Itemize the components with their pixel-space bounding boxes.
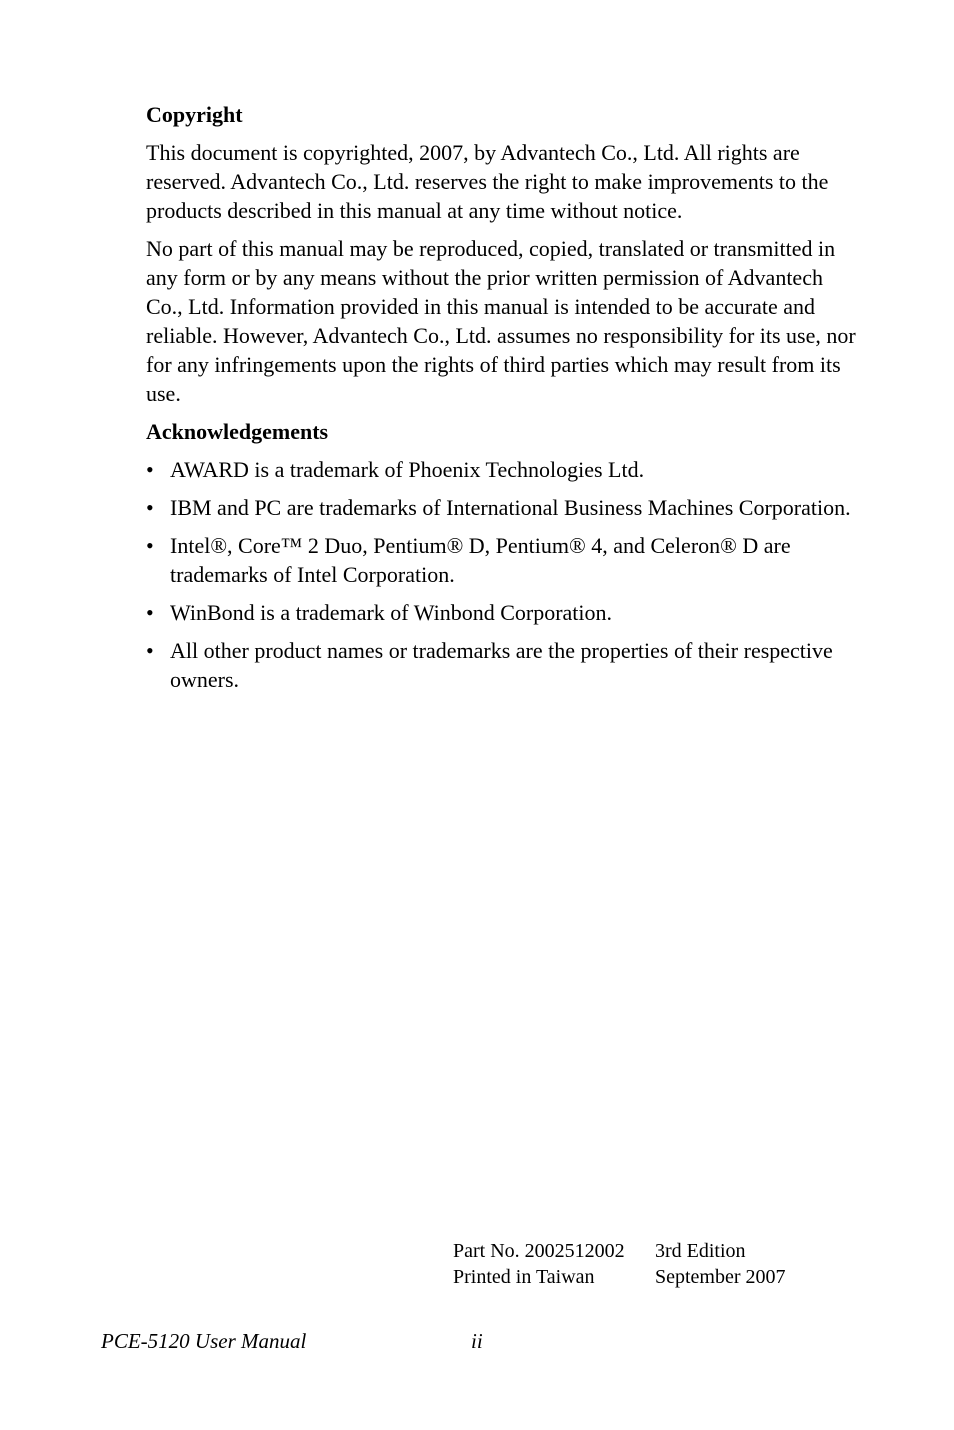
reproduction-paragraph: No part of this manual may be reproduced, copied, translated or transmitted in any form or by any means without the prior written permission of Advantech Co., Ltd. Information provided in this manual is intended to be accurate and reliable. However, Advantech Co., Ltd. assumes no responsibility for its use, nor for any infringements upon the rights of third parties which may result from its use. — [146, 236, 856, 406]
print-info-row — [453, 1264, 786, 1290]
list-item-text: WinBond is a trademark of Winbond Corporation. — [170, 600, 613, 625]
bullet-icon: • — [146, 495, 154, 520]
part-info-block — [453, 1238, 786, 1290]
trademark-list — [146, 455, 858, 694]
list-item-text: IBM and PC are trademarks of International Business Machines Corporation. — [170, 495, 851, 520]
part-info-row — [453, 1238, 786, 1264]
list-item-text: All other product names or trademarks are the properties of their respective owners. — [170, 638, 833, 692]
list-item-text: AWARD is a trademark of Phoenix Technologies Ltd. — [170, 457, 645, 482]
list-item — [146, 531, 858, 589]
bullet-icon: • — [146, 533, 154, 558]
print-date: September 2007 — [655, 1266, 786, 1288]
list-item — [146, 598, 858, 627]
bullet-icon: • — [146, 457, 154, 482]
list-item — [146, 493, 858, 522]
bullet-icon: • — [146, 600, 154, 625]
footer-page-number: ii — [471, 1329, 483, 1353]
footer-manual-title: PCE-5120 User Manual — [101, 1329, 307, 1353]
edition: 3rd Edition — [655, 1240, 746, 1262]
bullet-icon: • — [146, 638, 154, 663]
copyright-heading: Copyright — [146, 102, 243, 127]
copyright-paragraph: This document is copyrighted, 2007, by Advantech Co., Ltd. All rights are reserved. Advantech Co., Ltd. reserves the right to make improvements to the products described in this manual at any time without notice. — [146, 140, 829, 223]
list-item — [146, 636, 858, 694]
part-number: Part No. 2002512002 — [453, 1240, 625, 1262]
printed-location: Printed in Taiwan — [453, 1266, 595, 1288]
main-content — [146, 100, 858, 703]
acknowledgements-heading: Acknowledgements — [146, 419, 329, 444]
list-item — [146, 455, 858, 484]
list-item-text: Intel®, Core™ 2 Duo, Pentium® D, Pentium® 4, and Celeron® D are trademarks of Intel Corporation. — [170, 533, 791, 587]
